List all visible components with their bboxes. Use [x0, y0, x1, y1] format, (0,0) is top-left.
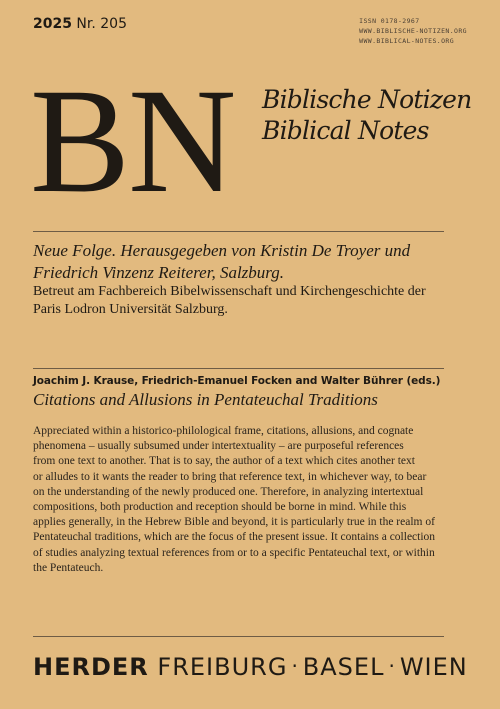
publisher-imprint: [33, 653, 468, 681]
abstract-line: or alludes to it wants the reader to bring that reference text, in whichever way, to bear: [33, 470, 427, 483]
editors-statement: [33, 240, 453, 284]
divider-top: [33, 231, 444, 232]
volume-title: Citations and Allusions in Pentateuchal Traditions: [33, 390, 378, 409]
publisher-city-freiburg: FREIBURG: [157, 653, 288, 681]
issue-year: 2025: [33, 16, 72, 32]
hosted-by: Betreut am Fachbereich Bibelwissenschaft und Kirchengeschichte der Paris Lodron Universität Salzburg.: [33, 284, 426, 317]
abstract-line: compositions, both production and reception should be borne in mind. While this: [33, 501, 407, 514]
abstract-line: on the understanding of the newly produced one. Therefore, in analyzing intertextual: [33, 485, 424, 498]
journal-logo: BN: [30, 58, 235, 224]
abstract-line: the Pentateuch.: [33, 561, 104, 574]
volume-authors: Joachim J. Krause, Friedrich-Emanuel Focken and Walter Bührer (eds.): [33, 375, 441, 387]
abstract-line: from one text to another. That is to say, the author of a text which cites another text: [33, 455, 415, 468]
publisher-city-wien: WIEN: [399, 653, 468, 681]
separator-dot: ·: [291, 654, 299, 678]
abstract-line: phenomena – usually subsumed under intertextuality – are purposeful references: [33, 440, 404, 453]
abstract-line: applies generally, in the Hebrew Bible and beyond, it is particularly true in the realm of: [33, 516, 435, 529]
website-en: WWW.BIBLICAL-NOTES.ORG: [359, 37, 455, 45]
journal-titles: [262, 84, 471, 146]
separator-dot: ·: [388, 654, 396, 678]
issn: ISSN 0178-2967: [359, 17, 420, 25]
abstract-line: Pentateuchal traditions, which are the focus of the present issue. It contains a collection: [33, 531, 436, 544]
journal-meta: [359, 16, 467, 46]
publisher-city-basel: BASEL: [302, 653, 385, 681]
abstract-line: of studies analyzing textual references from or to a specific Pentateuchal text, or within: [33, 546, 435, 559]
volume-abstract: [33, 424, 463, 576]
journal-title-en: Biblical Notes: [262, 116, 429, 145]
divider-middle: [33, 368, 444, 369]
website-de: WWW.BIBLISCHE-NOTIZEN.ORG: [359, 27, 467, 35]
editors-text: Herausgegeben von Kristin De Troyer und Friedrich Vinzenz Reiterer, Salzburg.: [33, 241, 411, 282]
journal-title-de: Biblische Notizen: [262, 85, 472, 114]
divider-bottom: [33, 636, 444, 637]
issue-number: [33, 16, 127, 32]
publisher-name: HERDER: [33, 653, 149, 681]
issue-nr: Nr. 205: [76, 16, 127, 32]
editors-label: Neue Folge.: [33, 241, 117, 260]
abstract-line: Appreciated within a historico-philological frame, citations, allusions, and cognate: [33, 425, 414, 437]
